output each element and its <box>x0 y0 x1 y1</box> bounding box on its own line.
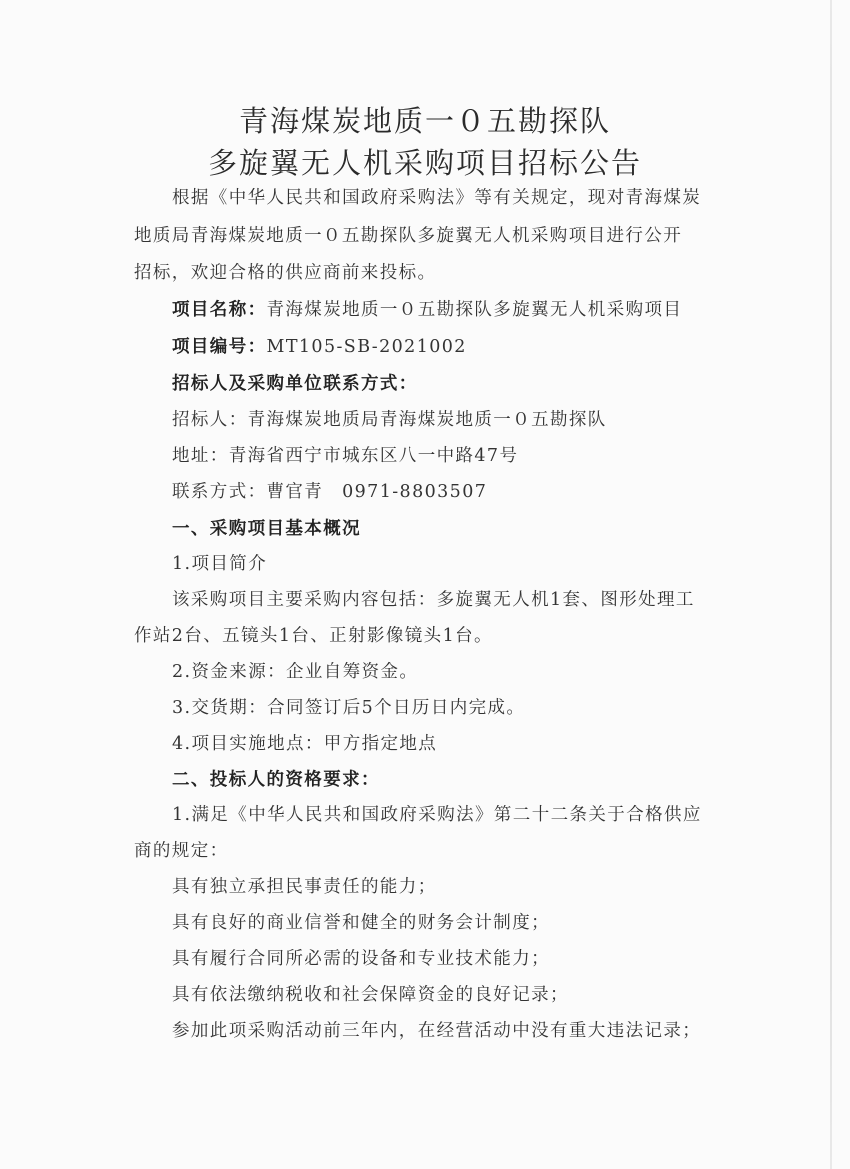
project-code-row <box>172 333 467 358</box>
req1-line-2: 商的规定： <box>134 841 229 861</box>
project-name-value: 青海煤炭地质一０五勘探队多旋翼无人机采购项目 <box>266 300 683 320</box>
req-item-1: 具有独立承担民事责任的能力； <box>172 877 437 897</box>
address-line: 地址：青海省西宁市城东区八一中路47号 <box>172 446 519 466</box>
intro-line-3: 招标，欢迎合格的供应商前来投标。 <box>134 263 437 283</box>
project-code-label: 项目编号： <box>172 337 267 357</box>
item1-body-line-1: 该采购项目主要采购内容包括：多旋翼无人机1套、图形处理工 <box>172 590 695 610</box>
project-name-row <box>172 296 682 321</box>
section1-heading: 一、采购项目基本概况 <box>172 519 361 539</box>
intro-line-1: 根据《中华人民共和国政府采购法》等有关规定，现对青海煤炭 <box>172 188 702 208</box>
req-item-3: 具有履行合同所必需的设备和专业技术能力； <box>172 949 550 969</box>
document-title-line2: 多旋翼无人机采购项目招标公告 <box>207 146 642 180</box>
req-item-4: 具有依法缴纳税收和社会保障资金的良好记录； <box>172 985 569 1005</box>
req-item-5: 参加此项采购活动前三年内，在经营活动中没有重大违法记录； <box>172 1021 702 1041</box>
project-code-value: MT105-SB-2021002 <box>266 337 467 357</box>
item4-line: 4.项目实施地点：甲方指定地点 <box>172 734 438 754</box>
project-name-label: 项目名称： <box>172 300 267 320</box>
req-item-2: 具有良好的商业信誉和健全的财务会计制度； <box>172 913 550 933</box>
item1-body-line-2: 作站2台、五镜头1台、正射影像镜头1台。 <box>134 626 493 646</box>
intro-line-2: 地质局青海煤炭地质一０五勘探队多旋翼无人机采购项目进行公开 <box>134 226 683 246</box>
section2-heading: 二、投标人的资格要求： <box>172 770 380 790</box>
document-title-line1: 青海煤炭地质一０五勘探队 <box>238 104 611 138</box>
req1-line-1: 1.满足《中华人民共和国政府采购法》第二十二条关于合格供应 <box>172 805 702 825</box>
item2-line: 2.资金来源：企业自筹资金。 <box>172 662 419 682</box>
item3-line: 3.交货期：合同签订后5个日历日内完成。 <box>172 698 526 718</box>
tenderer-line: 招标人：青海煤炭地质局青海煤炭地质一０五勘探队 <box>172 410 607 430</box>
item1-title: 1.项目简介 <box>172 554 268 574</box>
contact-line: 联系方式：曹官青 0971-8803507 <box>172 482 488 502</box>
contact-heading: 招标人及采购单位联系方式： <box>172 374 418 394</box>
